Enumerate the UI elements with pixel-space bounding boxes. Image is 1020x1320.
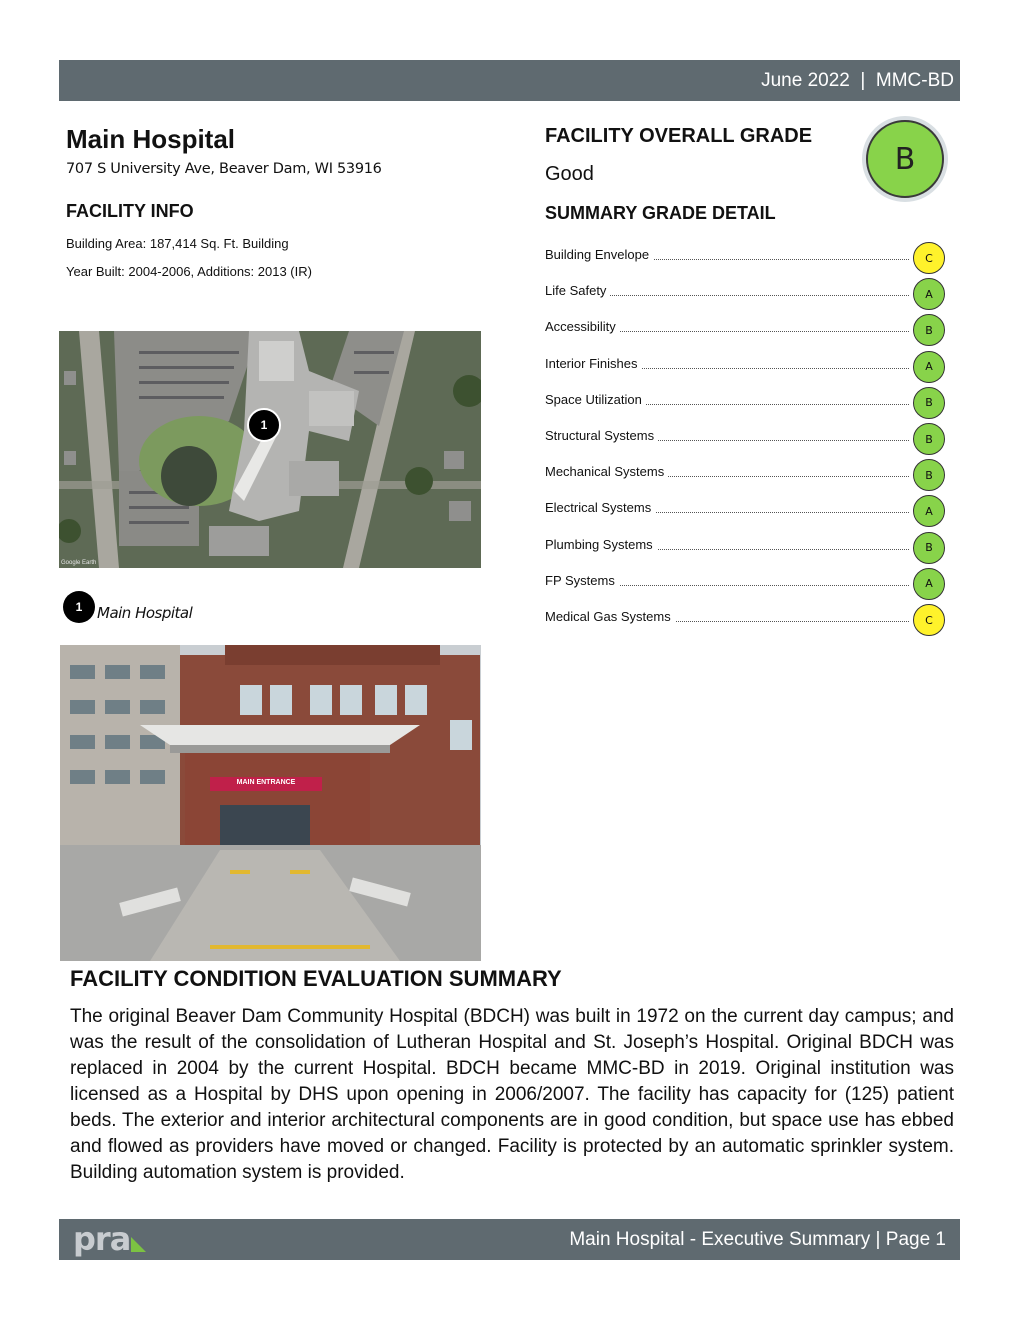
grade-row-badge: B: [913, 387, 945, 419]
grade-row-label: Space Utilization: [545, 392, 646, 407]
grade-row-label: Interior Finishes: [545, 356, 641, 371]
grade-row-badge: B: [913, 314, 945, 346]
grade-row-badge: C: [913, 604, 945, 636]
grade-row-label: Building Envelope: [545, 247, 653, 262]
grade-row-label: Accessibility: [545, 319, 620, 334]
grade-row: [545, 387, 945, 423]
header-date-code: June 2022 | MMC-BD: [761, 70, 954, 91]
logo-triangle-icon: [131, 1237, 146, 1252]
grade-row: [545, 278, 945, 314]
footer-bar: [59, 1219, 960, 1260]
overall-grade-badge: B: [866, 120, 944, 198]
summary-body: The original Beaver Dam Community Hospital (BDCH) was built in 1972 on the current day campus; and was the result of the consolidation of Lutheran Hospital and St. Joseph’s Hospital. Original BDCH was replaced in 2004 by the current Hospital. BDCH became MMC-BD in 2019. Original institution was licensed as a Hospital by DHS upon opening in 2006/2007. The facility has capacity for (125) patient beds. The exterior and interior architectural components are in good condition, but space use has ebbed and flowed as providers have moved or changed. Facility is protected by an automatic sprinkler system. Building automation system is provided.: [70, 1006, 954, 1183]
entrance-sign: MAIN ENTRANCE: [236, 779, 296, 786]
pra-logo-text: pra: [73, 1220, 131, 1258]
grade-row-label: Structural Systems: [545, 428, 658, 443]
grade-row-badge: A: [913, 278, 945, 310]
aerial-map-image: [59, 331, 481, 568]
grade-row-badge: B: [913, 423, 945, 455]
map-marker-1: 1: [247, 408, 281, 442]
building-area: Building Area: 187,414 Sq. Ft. Building: [66, 236, 289, 251]
grade-row: [545, 532, 945, 568]
facility-info-heading: FACILITY INFO: [66, 201, 194, 221]
summary-grade-detail-heading: SUMMARY GRADE DETAIL: [545, 203, 776, 223]
grade-row-badge: A: [913, 495, 945, 527]
grade-row-badge: B: [913, 532, 945, 564]
grade-row-label: Mechanical Systems: [545, 464, 668, 479]
overall-grade-word: Good: [545, 163, 594, 185]
grade-row-label: Plumbing Systems: [545, 537, 657, 552]
page-title: Main Hospital: [66, 124, 236, 154]
header-bar: [59, 60, 960, 101]
map-credit: Google Earth: [61, 560, 97, 566]
legend-label: Main Hospital: [97, 604, 193, 622]
grade-row-label: Electrical Systems: [545, 500, 655, 515]
grade-row: [545, 423, 945, 459]
footer-page-label: Main Hospital - Executive Summary | Page 1: [569, 1229, 946, 1250]
grade-row-badge: A: [913, 351, 945, 383]
grade-row: [545, 351, 945, 387]
summary-heading: FACILITY CONDITION EVALUATION SUMMARY: [70, 966, 562, 991]
facility-address: 707 S University Ave, Beaver Dam, WI 53916: [66, 161, 382, 177]
legend-marker-1: 1: [63, 591, 95, 623]
grade-row-label: FP Systems: [545, 573, 619, 588]
grade-row-badge: B: [913, 459, 945, 491]
grade-row: [545, 459, 945, 495]
grade-row: [545, 495, 945, 531]
grade-row: [545, 568, 945, 604]
grade-row-badge: A: [913, 568, 945, 600]
pra-logo: [73, 1220, 146, 1258]
grade-row: [545, 604, 945, 640]
grade-row-badge: C: [913, 242, 945, 274]
year-built: Year Built: 2004-2006, Additions: 2013 (IR): [66, 264, 312, 279]
main-entrance-photo: [60, 645, 481, 961]
grade-row-label: Medical Gas Systems: [545, 609, 675, 624]
grade-row-label: Life Safety: [545, 283, 610, 298]
overall-grade-heading: FACILITY OVERALL GRADE: [545, 125, 813, 147]
grade-row: [545, 314, 945, 350]
grade-row: [545, 242, 945, 278]
